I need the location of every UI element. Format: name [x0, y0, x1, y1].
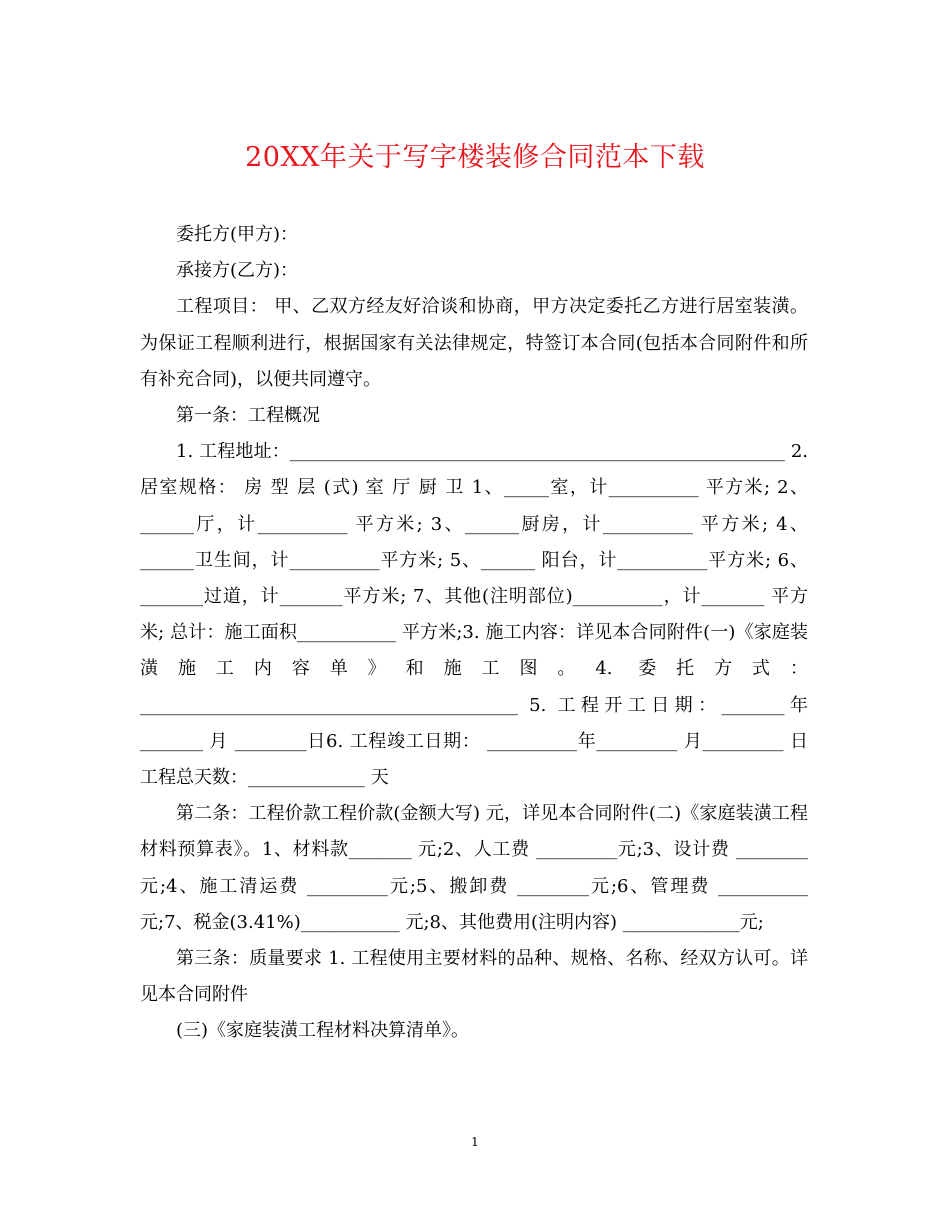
article-1-details: 1. 工程地址：_______________________________________________________ 2. 居室规格： 房 型 层 (式) 室 厅 厨 卫 1、_____室，计__________ 平方米; 2、______厅，计__________ 平方米; 3、______厨房，计__________ 平方米; 4、______卫生间，计__________平方米; 5、______ 阳台，计__________平方米; 6、_______过道，计_______平方米; 7、其他(注明部位)__________，计_______ 平方米; 总计：施工面积___________ 平方米;3. 施工内容：详见本合同附件(一)《家庭装潢施工内容单》和施工图。4. 委托方式：__________________________________________ 5. 工程开工日期：_______年 _______ 月 ________日6. 工程竣工日期： __________年_________ 月_________ 日工程总天数：_____________ 天 — [140, 441, 808, 789]
document-title: 20XX年关于写字楼装修合同范本下载 — [245, 142, 705, 173]
page-number: 1 — [471, 1135, 479, 1149]
party-b-line: 承接方(乙方)： — [176, 260, 299, 282]
document-body — [140, 217, 808, 1050]
article-3-paragraph: 第三条：质量要求 1. 工程使用主要材料的品种、规格、名称、经双方认可。详见本合同附件 — [140, 948, 808, 1006]
article-2-paragraph: 第二条：工程价款工程价款(金额大写) 元，详见本合同附件(二)《家庭装潢工程材料预算表》。1、材料款_______ 元;2、人工费 _________元;3、设计费 ________元;4、施工清运费 _________元;5、搬卸费 ________元;6、管理费 __________元;7、税金(3.41%)___________ 元;8、其他费用(注明内容) _____________元; — [140, 803, 808, 933]
project-paragraph: 工程项目： 甲、乙双方经友好洽谈和协商，甲方决定委托乙方进行居室装潢。为保证工程顺利进行，根据国家有关法律规定，特签订本合同(包括本合同附件和所有补充合同)，以便共同遵守。 — [140, 296, 808, 390]
party-a-line: 委托方(甲方)： — [176, 224, 299, 245]
appendix-3-line: (三)《家庭装潢工程材料决算清单》。 — [176, 1020, 470, 1042]
article-1-heading: 第一条：工程概况 — [176, 405, 320, 427]
